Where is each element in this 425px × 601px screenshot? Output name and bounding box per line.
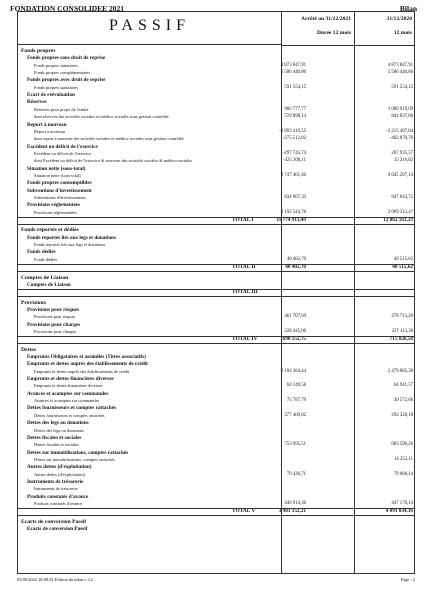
value-2021: -275 512,82 bbox=[282, 136, 306, 142]
row-label: TOTAL II bbox=[232, 264, 256, 271]
row-label: Situation nette (sous-total) bbox=[34, 172, 81, 178]
value-2021: 729 898,14 bbox=[284, 114, 306, 120]
row-label: Provisions bbox=[21, 299, 46, 306]
row-label: Fonds dédiés bbox=[34, 256, 58, 262]
company-title: FONDATION CONSOLIDEE 2021 bbox=[10, 4, 125, 13]
row-label: Fonds propres bbox=[21, 48, 56, 54]
value-2020: -402 870,76 bbox=[389, 136, 413, 142]
row-label: Dettes fiscales et sociales bbox=[34, 442, 79, 448]
value-2020: 9 045 207,14 bbox=[387, 172, 413, 178]
header-divider bbox=[281, 45, 414, 46]
row-label: Emprunts et dettes financières diverses bbox=[34, 383, 103, 389]
value-2021: 446 914,36 bbox=[284, 501, 306, 506]
value-2020: 4 873 847,91 bbox=[387, 62, 413, 68]
row-label: Comptes de Liaison bbox=[21, 274, 69, 281]
col2-duration: 12 mois bbox=[393, 30, 412, 36]
value-2021: -297 745,74 bbox=[282, 150, 306, 156]
row-label: Emprunts et dettes financières diverses bbox=[27, 376, 114, 383]
row-label: Dettes fournisseurs et comptes rattachés bbox=[34, 412, 105, 418]
row-label: Fonds propres consomptibles bbox=[27, 180, 92, 187]
section-divider bbox=[18, 343, 414, 344]
value-2020: 64 941,57 bbox=[393, 383, 413, 389]
value-2021: 3 901 152,21 bbox=[278, 508, 306, 515]
row-label: Dettes fournisseurs et comptes rattachés bbox=[27, 405, 117, 412]
footer-page: Page : 2 bbox=[400, 577, 415, 582]
row-label: Fonds propres statutaires bbox=[34, 84, 78, 90]
row-label: Réserves bbox=[27, 99, 47, 106]
section-divider bbox=[18, 515, 414, 516]
row-label: Provisions pour charges bbox=[34, 328, 77, 334]
row-label: Excédent ou déficit de l'exercice bbox=[27, 143, 98, 150]
row-label: Fonds reportés et dédiés bbox=[21, 227, 79, 234]
value-2020: 40 515,62 bbox=[392, 264, 413, 271]
row-label: Autres dettes (d'exploitation) bbox=[27, 464, 92, 471]
row-label: Subventions d'investissement bbox=[27, 187, 92, 194]
row-label: Ecart de réévaluation bbox=[27, 92, 75, 99]
total-line bbox=[18, 217, 414, 218]
row-label: Dettes des legs ou donations bbox=[27, 420, 89, 427]
value-2021: 377 409,82 bbox=[284, 412, 306, 418]
value-2021: 4 873 847,91 bbox=[280, 62, 306, 68]
value-2020: 683 596,26 bbox=[391, 442, 413, 448]
row-label: Ecarts de conversion Passif bbox=[27, 526, 88, 533]
value-2020: 207 935,57 bbox=[391, 150, 413, 156]
row-label: Avances et acomptes sur commandes bbox=[27, 390, 109, 397]
row-label: Instruments de trésorerie bbox=[27, 478, 84, 485]
row-label: Provisions pour risques bbox=[27, 306, 79, 313]
doc-type: Bilan bbox=[399, 4, 417, 13]
row-label: Provisions réglementées bbox=[27, 202, 81, 209]
row-label: Ecarts de conversion Passif bbox=[21, 518, 87, 525]
balance-sheet-table bbox=[17, 11, 415, 574]
value-2021: 2 104 364,44 bbox=[280, 368, 306, 374]
value-2021: -2 893 419,55 bbox=[279, 128, 306, 134]
total-line bbox=[18, 264, 414, 265]
value-2021: 40 402,70 bbox=[285, 264, 306, 271]
value-2020: 2 479 085,30 bbox=[387, 368, 413, 374]
value-2020: 591 554,15 bbox=[391, 84, 413, 90]
value-2020: 447 170,14 bbox=[391, 501, 413, 506]
row-label: dont Excédent ou déficit de l'exercice & nouveau des activités sociales & médico-sociales bbox=[34, 158, 193, 164]
value-2021: 690 152,75 bbox=[282, 336, 306, 343]
value-2021: 11 774 913,49 bbox=[276, 217, 306, 224]
value-2021: 8 747 461,40 bbox=[280, 172, 306, 178]
row-label: Avances et acomptes sur commandes bbox=[34, 398, 100, 404]
row-label: Instruments de trésorerie bbox=[34, 486, 78, 492]
row-label: Dettes des legs ou donations bbox=[34, 427, 84, 433]
value-2020: 292 328,18 bbox=[391, 412, 413, 418]
value-2020: 4 091 034,36 bbox=[385, 508, 413, 515]
row-label: Subventions d'investissement bbox=[34, 195, 86, 200]
value-2020: -3 215 497,04 bbox=[386, 128, 413, 134]
col2-date: 31/12/2020 bbox=[386, 16, 412, 22]
value-2020: 15 216,02 bbox=[393, 158, 413, 164]
value-2020: 30 572,66 bbox=[393, 398, 413, 404]
row-label: dont réserves des activités sociales et médico-sociales sous gestion contrôlée bbox=[34, 114, 169, 120]
section-divider bbox=[18, 296, 414, 297]
value-2021: 966 777,77 bbox=[284, 106, 306, 112]
col1-date: Arrêté au 31/12/2021 bbox=[300, 16, 351, 22]
col1-duration: Durée 12 mois bbox=[316, 30, 351, 36]
value-2020: 12 062 163,33 bbox=[383, 217, 413, 224]
row-label: Dettes fiscales et sociales bbox=[27, 434, 82, 441]
total-line bbox=[18, 336, 414, 337]
value-2021: 79 430,71 bbox=[286, 471, 306, 477]
value-2020: 947 643,72 bbox=[391, 195, 413, 200]
row-label: Provisions pour charges bbox=[27, 321, 81, 328]
value-2020: 237 113,38 bbox=[391, 328, 413, 334]
value-2021: 461 707,69 bbox=[284, 314, 306, 320]
value-2020: 478 713,20 bbox=[391, 314, 413, 320]
row-label: Excédent ou déficit de l'exercice bbox=[34, 150, 92, 156]
value-2021: 228 445,06 bbox=[284, 328, 306, 334]
value-2021: 2 192 544,76 bbox=[280, 209, 306, 215]
total-line bbox=[18, 289, 414, 290]
value-2021: 834 907,33 bbox=[284, 195, 306, 200]
value-2021: 75 787,79 bbox=[286, 398, 306, 404]
value-2021: 5 506 446,86 bbox=[280, 70, 306, 76]
value-2020: 40 515,62 bbox=[393, 256, 413, 262]
value-2020: 2 069 312,47 bbox=[387, 209, 413, 215]
row-label: TOTAL IV bbox=[232, 336, 258, 343]
value-2021: 591 554,15 bbox=[284, 84, 306, 90]
row-label: Fonds reportés liés aux legs et donations bbox=[34, 242, 106, 248]
row-label: Dettes sur immobilisations, comptes rattachés bbox=[27, 449, 129, 456]
row-label: Situation nette (sous-total) bbox=[27, 165, 86, 172]
row-label: Fonds reportés liés aux legs et donations bbox=[27, 234, 116, 241]
table-row bbox=[18, 526, 416, 534]
value-2020: 844 037,06 bbox=[391, 114, 413, 120]
row-label: Fonds propres sans droit de reprise bbox=[27, 55, 106, 62]
row-label: Provisions pour risques bbox=[34, 314, 76, 320]
value-2021: 40 402,70 bbox=[286, 256, 306, 262]
row-label: Dettes bbox=[21, 346, 36, 353]
row-label: TOTAL III bbox=[232, 289, 258, 296]
value-2020: 79 088,14 bbox=[393, 471, 413, 477]
row-label: Fonds propres complémentaires bbox=[34, 70, 91, 76]
row-label: dont report à nouveau des activités sociales et médico-sociales sous gestion contrôlée bbox=[34, 136, 184, 142]
row-label: Emprunts et dettes auprès des établissements de crédit bbox=[27, 361, 148, 368]
row-label: Fonds dédiés bbox=[27, 249, 56, 256]
row-label: Fonds propres statutaires bbox=[34, 62, 78, 68]
value-2020: 1 080 919,69 bbox=[387, 106, 413, 112]
row-label: Emprunts et dettes auprès des établissements de crédit bbox=[34, 368, 130, 374]
table-title: PASSIF bbox=[108, 17, 190, 34]
row-label: Dettes sur immobilisations, comptes rattachés bbox=[34, 456, 115, 462]
row-label: TOTAL I bbox=[232, 217, 254, 224]
row-label: Autres dettes (d'exploitation) bbox=[34, 471, 86, 477]
row-label: Comptes de Liaison bbox=[27, 281, 71, 288]
total-line bbox=[18, 508, 414, 509]
row-label: Report à nouveau bbox=[27, 121, 67, 128]
footer-edition: 05/05/2022 18:09:41 Edition du bilan v 3.2 bbox=[17, 577, 93, 582]
row-label: Emprunts Obligataires et assimilés (Titres associatifs) bbox=[27, 354, 146, 360]
value-2020: 5 506 446,86 bbox=[387, 70, 413, 76]
row-label: Réserves pour projet de l'entité bbox=[34, 106, 89, 112]
row-label: Produits constatés d'avance bbox=[27, 493, 89, 500]
section-divider bbox=[18, 224, 414, 225]
value-2021: 753 095,51 bbox=[284, 442, 306, 448]
row-label: Report à nouveau bbox=[34, 128, 65, 134]
row-label: TOTAL V bbox=[232, 508, 256, 515]
value-2020: 715 826,58 bbox=[389, 336, 413, 343]
value-2021: -325 200,11 bbox=[282, 158, 306, 164]
value-2021: 64 149,58 bbox=[286, 383, 306, 389]
row-label: Produits constatés d'avance bbox=[34, 501, 83, 506]
title-box bbox=[18, 12, 281, 45]
section-divider bbox=[18, 271, 414, 272]
row-label: Fonds propres avec droit de reprise bbox=[27, 77, 106, 84]
value-2020: 14 252,11 bbox=[393, 456, 413, 462]
row-label: Provisions réglementées bbox=[34, 209, 77, 215]
